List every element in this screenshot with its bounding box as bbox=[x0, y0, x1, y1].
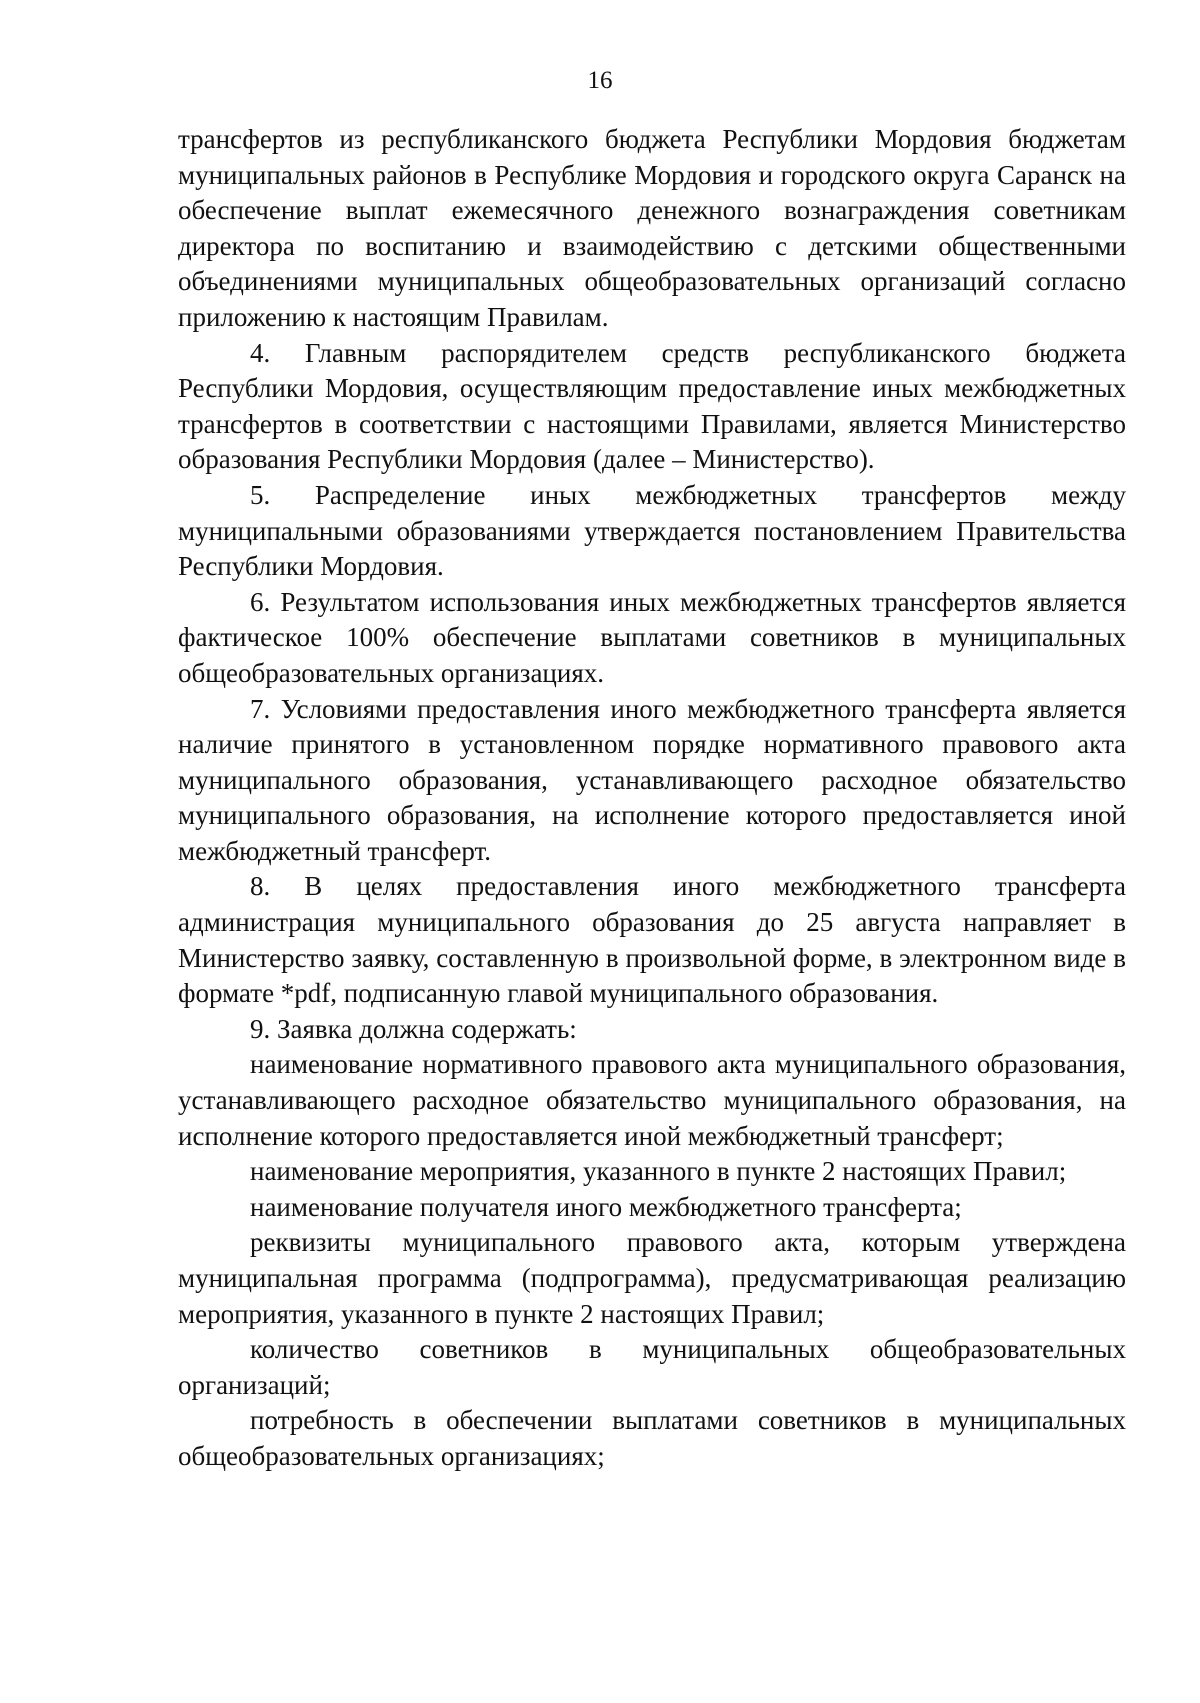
list-item-legal-act: наименование нормативного правового акта муниципального образования, устанавливающего расходное обязательство муниципального образования, на исполнение которого предоставляется иной межбюджетный трансферт; bbox=[178, 1049, 1126, 1151]
paragraph-6-result: 6. Результатом использования иных межбюджетных трансфертов является фактическое 100% обеспечение выплатами советников в муниципальных общеобразовательных организациях. bbox=[178, 586, 1126, 688]
paragraph-5-distribution: 5. Распределение иных межбюджетных трансфертов между муниципальными образованиями утверждается постановлением Правительства Республики Мордовия. bbox=[178, 479, 1126, 582]
list-item-advisors-count: количество советников в муниципальных общеобразовательных организаций; bbox=[178, 1334, 1126, 1400]
document-body bbox=[178, 122, 1126, 1475]
paragraph-7-conditions: 7. Условиями предоставления иного межбюджетного трансферта является наличие принятого в установленном порядке нормативного правового акта муниципального образования, устанавливающего расходное обязательство муниципального образования, на исполнение которого предоставляется иной межбюджетный трансферт. bbox=[178, 693, 1126, 866]
list-item-program-details: реквизиты муниципального правового акта, которым утверждена муниципальная программа (подпрограмма), предусматривающая реализацию мероприятия, указанного в пункте 2 настоящих Правил; bbox=[178, 1227, 1126, 1329]
page-number: 16 bbox=[587, 67, 613, 94]
paragraph-4-main-administrator: 4. Главным распорядителем средств республиканского бюджета Республики Мордовия, осуществляющим предоставление иных межбюджетных трансфертов в соответствии с настоящими Правилами, является Министерство образования Республики Мордовия (далее – Министерство). bbox=[178, 337, 1126, 475]
paragraph-9-application-contents: 9. Заявка должна содержать: bbox=[250, 1013, 577, 1044]
list-item-recipient-name: наименование получателя иного межбюджетного трансферта; bbox=[250, 1191, 962, 1222]
list-item-event-name: наименование мероприятия, указанного в пункте 2 настоящих Правил; bbox=[250, 1156, 1067, 1187]
list-item-payment-needs: потребность в обеспечении выплатами советников в муниципальных общеобразовательных организациях; bbox=[178, 1405, 1126, 1471]
paragraph-transfer-continuation: трансфертов из республиканского бюджета Республики Мордовия бюджетам муниципальных районов в Республике Мордовия и городского округа Саранск на обеспечение выплат ежемесячного денежного вознаграждения советникам директора по воспитанию и взаимодействию с детскими общественными объединениями муниципальных общеобразовательных организаций согласно приложению к настоящим Правилам. bbox=[178, 124, 1126, 332]
paragraph-8-application: 8. В целях предоставления иного межбюджетного трансферта администрация муниципального образования до 25 августа направляет в Министерство заявку, составленную в произвольной форме, в электронном виде в формате *pdf, подписанную главой муниципального образования. bbox=[178, 871, 1126, 1009]
